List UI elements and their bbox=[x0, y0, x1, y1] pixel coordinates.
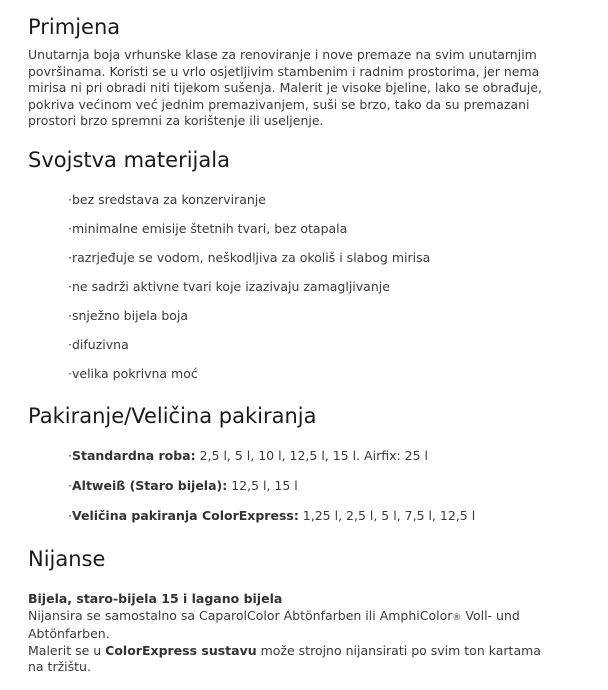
property-text: velika pokrivna moć bbox=[71, 366, 198, 381]
list-item bbox=[68, 508, 608, 538]
primjena-line: mirisa ni pri obradi niti tijekom sušenja. Malerit je visoke bjeline, lako se obrađuje, bbox=[28, 80, 542, 95]
property-text: snježno bijela boja bbox=[71, 308, 189, 323]
packaging-value: 12,5 l, 15 l bbox=[227, 478, 298, 493]
bullet: · bbox=[68, 279, 72, 294]
section-heading-nijanse: Nijanse bbox=[28, 547, 106, 571]
bullet: · bbox=[68, 448, 72, 463]
bullet: · bbox=[68, 508, 72, 523]
primjena-line: površinama. Koristi se u vrlo osjetljivim stambenim i radnim prostorima, jer nema bbox=[28, 63, 540, 79]
primjena-line: Unutarnja boja vrhunske klase za renoviranje i nove premaze na svim unutarnjim bbox=[28, 47, 537, 62]
primjena-line: pokriva većinom već jednim premazivanjem, suši se brzo, tako da su premazani bbox=[28, 96, 530, 112]
nijanse-text: Malerit se u bbox=[28, 642, 106, 658]
nijanse-text: Abtönfarben. bbox=[28, 626, 110, 641]
list-item bbox=[68, 192, 608, 221]
registered-mark: ® bbox=[452, 612, 462, 623]
packaging-label: Veličina pakiranja ColorExpress: bbox=[71, 508, 299, 523]
nijanse-text: Nijansira se samostalno sa CaparolColor Abtönfarben ili AmphiColor bbox=[28, 607, 453, 623]
properties-list bbox=[28, 192, 608, 395]
list-item bbox=[68, 250, 608, 279]
packaging-label: Standardna roba: bbox=[71, 448, 196, 463]
packaging-value: 2,5 l, 5 l, 10 l, 12,5 l, 15 l. Airfix: 25 l bbox=[195, 448, 429, 463]
bullet: · bbox=[68, 221, 72, 236]
bullet: · bbox=[68, 337, 72, 352]
bullet: · bbox=[68, 192, 72, 207]
bullet: · bbox=[68, 366, 72, 381]
list-item bbox=[68, 448, 608, 478]
nijanse-text: na tržištu. bbox=[28, 659, 91, 674]
primjena-description bbox=[28, 47, 588, 130]
bullet: · bbox=[68, 308, 72, 323]
list-item bbox=[68, 337, 608, 366]
packaging-value: 1,25 l, 2,5 l, 5 l, 7,5 l, 12,5 l bbox=[298, 508, 476, 523]
primjena-line: prostori brzo spremni za korištenje ili useljenje. bbox=[28, 113, 324, 128]
packaging-label: Altweiß (Staro bijela): bbox=[71, 478, 228, 493]
nijanse-text: Voll- und bbox=[461, 607, 520, 623]
list-item bbox=[68, 478, 608, 508]
bullet: · bbox=[68, 478, 72, 493]
section-heading-svojstva: Svojstva materijala bbox=[28, 148, 230, 172]
property-text: razrjeđuje se vodom, neškodljiva za okoliš i slabog mirisa bbox=[71, 250, 431, 265]
section-heading-pakiranje: Pakiranje/Veličina pakiranja bbox=[28, 404, 317, 428]
section-heading-primjena: Primjena bbox=[28, 15, 121, 39]
property-text: minimalne emisije štetnih tvari, bez otapala bbox=[71, 221, 348, 236]
nijanse-description bbox=[28, 591, 588, 676]
nijanse-subheading: Bijela, staro-bijela 15 i lagano bijela bbox=[28, 591, 283, 606]
list-item bbox=[68, 221, 608, 250]
packaging-list bbox=[28, 448, 608, 538]
list-item bbox=[68, 279, 608, 308]
property-text: difuzivna bbox=[71, 337, 129, 352]
colorexpress-label: ColorExpress sustavu bbox=[105, 642, 257, 658]
nijanse-text: može strojno nijansirati po svim ton kartama bbox=[256, 642, 541, 658]
bullet: · bbox=[68, 250, 72, 265]
property-text: bez sredstava za konzerviranje bbox=[71, 192, 266, 207]
property-text: ne sadrži aktivne tvari koje izazivaju zamagljivanje bbox=[71, 279, 390, 294]
list-item bbox=[68, 366, 608, 395]
list-item bbox=[68, 308, 608, 337]
